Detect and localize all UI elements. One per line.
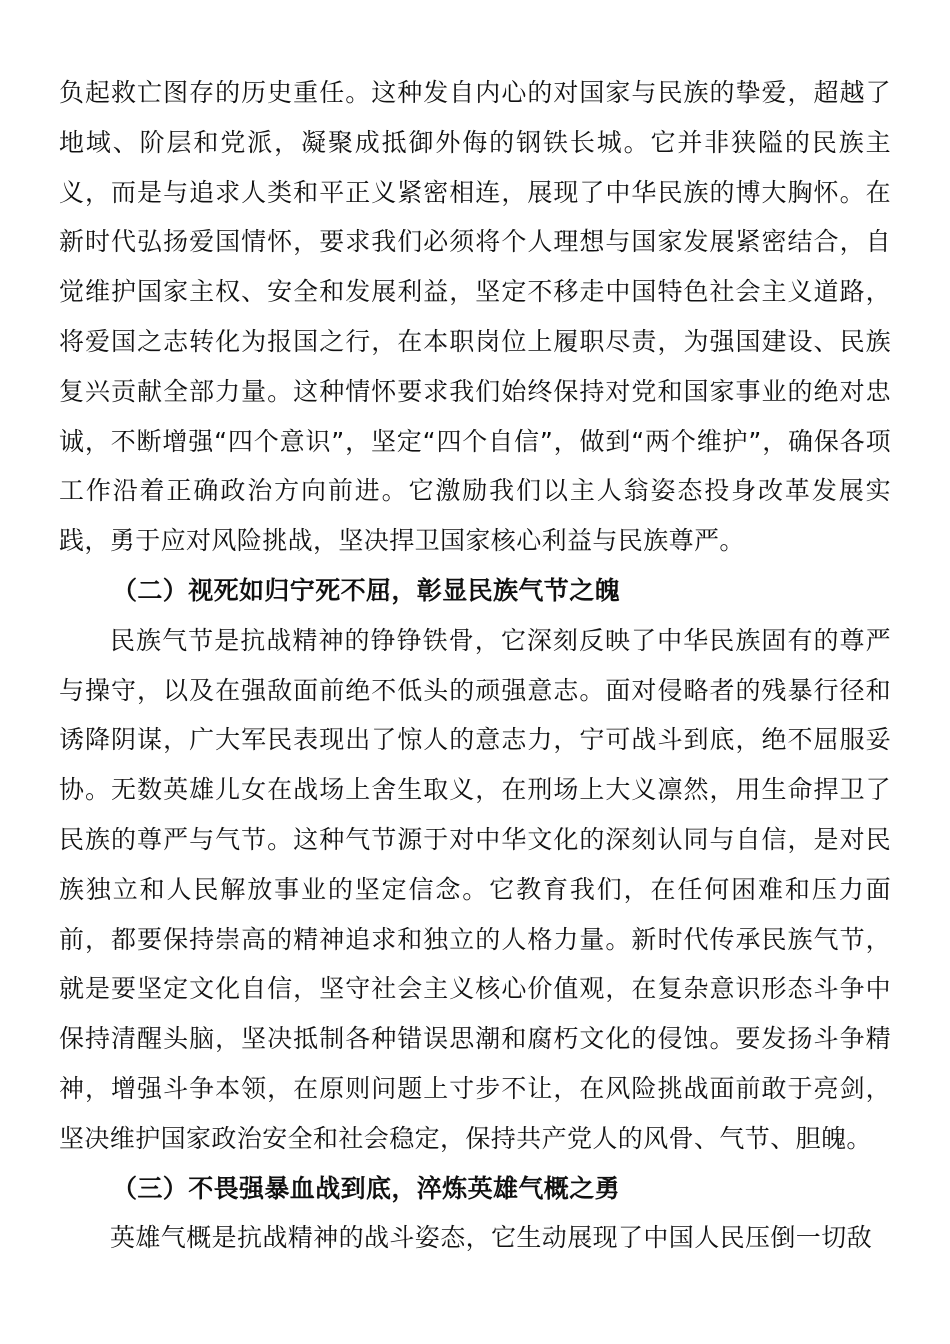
section-heading-3: （三）不畏强暴血战到底，淬炼英雄气概之勇 <box>112 1173 621 1203</box>
body-paragraph-3: 英雄气概是抗战精神的战斗姿态，它生动展现了中国人民压倒一切敌 <box>110 1223 873 1253</box>
document-page <box>59 68 891 1263</box>
body-paragraph-1: 负起救亡图存的历史重任。这种发自内心的对国家与民族的挚爱，超越了地域、阶层和党派，凝聚成抵御外侮的钢铁长城。它并非狭隘的民族主义，而是与追求人类和平正义紧密相连，展现了中华民族的博大胸怀。在新时代弘扬爱国情怀，要求我们必须将个人理想与国家发展紧密结合，自觉维护国家主权、安全和发展利益，坚定不移走中国特色社会主义道路，将爱国之志转化为报国之行，在本职岗位上履职尽责，为强国建设、民族复兴贡献全部力量。这种情怀要求我们始终保持对党和国家事业的绝对忠诚，不断增强“四个意识”，坚定“四个自信”，做到“两个维护”，确保各项工作沿着正确政治方向前进。它激励我们以主人翁姿态投身改革发展实践，勇于应对风险挑战，坚决捍卫国家核心利益与民族尊严。 <box>59 78 891 556</box>
body-paragraph-2: 民族气节是抗战精神的铮铮铁骨，它深刻反映了中华民族固有的尊严与操守，以及在强敌面前绝不低头的顽强意志。面对侵略者的残暴行径和诱降阴谋，广大军民表现出了惊人的意志力，宁可战斗到底，绝不屈服妥协。无数英雄儿女在战场上舍生取义，在刑场上大义凛然，用生命捍卫了民族的尊严与气节。这种气节源于对中华文化的深刻认同与自信，是对民族独立和人民解放事业的坚定信念。它教育我们，在任何困难和压力面前，都要保持崇高的精神追求和独立的人格力量。新时代传承民族气节，就是要坚定文化自信，坚守社会主义核心价值观，在复杂意识形态斗争中保持清醒头脑，坚决抵制各种错误思潮和腐朽文化的侵蚀。要发扬斗争精神，增强斗争本领，在原则问题上寸步不让，在风险挑战面前敢于亮剑，坚决维护国家政治安全和社会稳定，保持共产党人的风骨、气节、胆魄。 <box>59 625 891 1153</box>
section-heading-2: （二）视死如归宁死不屈，彰显民族气节之魄 <box>112 575 621 605</box>
